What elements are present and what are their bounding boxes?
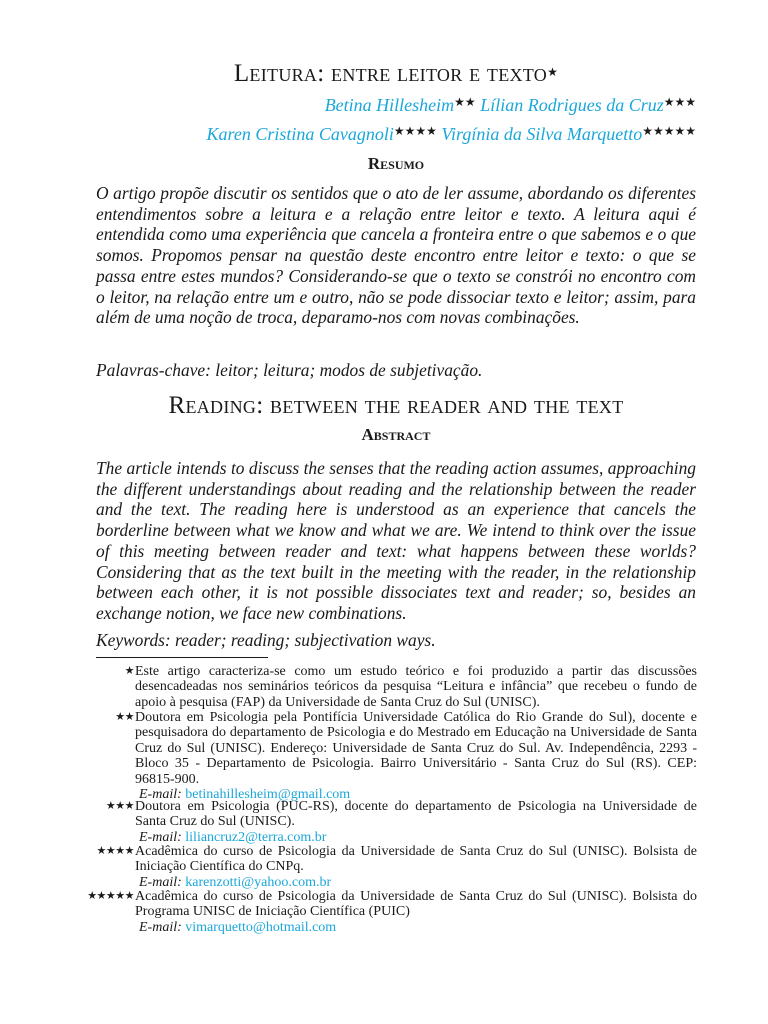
footnote-email-line: E-mail: karenzotti@yahoo.com.br	[139, 874, 332, 890]
footnote-mark: ★	[124, 665, 134, 677]
authors-line-2	[207, 124, 697, 145]
abstract-text: The article intends to discuss the senses that the reading action assumes, approaching the different understandings about reading and the relationship between the reader and the text. The reading here is understood as an experience that cancels the borderline between what we know and what we are. We intend to think over the issue of this meeting between reader and text: what happens between these worlds? Considering that as the text built in the meeting with the reader, in the relationship between each other, it is not possible dissociates text and reader; so, besides an exchange notion, we face new combinations.	[96, 458, 696, 623]
footnote-3	[0, 799, 768, 845]
title-pt-main: Leitura:	[233, 60, 325, 87]
keywords: Keywords: reader; reading; subjectivation ways.	[96, 630, 436, 650]
author-name[interactable]: Betina Hillesheim	[324, 95, 455, 115]
title-en-main: Reading:	[168, 392, 264, 419]
email-label: E-mail	[139, 829, 178, 845]
footnote-mark: ★★	[115, 711, 134, 723]
footnote-text: Acadêmica do curso de Psicologia da Universidade de Santa Cruz do Sul (UNISC). Bolsista do Programa UNISC de Iniciação Científica (PUIC)	[135, 889, 697, 920]
author-name[interactable]: Karen Cristina Cavagnoli	[206, 124, 394, 144]
author-footnote-mark: ★★★	[663, 95, 696, 109]
email-link[interactable]: liliancruz2@terra.com.br	[185, 829, 327, 845]
abstract-heading: Abstract	[361, 425, 431, 444]
author-footnote-mark: ★★★★	[393, 124, 437, 138]
resumo-heading: Resumo	[367, 154, 425, 173]
footnote-email-line: E-mail: vimarquetto@hotmail.com	[139, 919, 337, 935]
title-en	[96, 392, 696, 420]
footnote-5	[0, 889, 768, 935]
footnote-1	[0, 664, 768, 710]
footnote-text: Este artigo caracteriza-se como um estudo teórico e foi produzido a partir das discussões desencadeadas nos seminários teóricos da pesquisa “Leitura e infância” que recebeu o fundo de apoio à pesquisa (FAP) da Universidade de Santa Cruz do Sul (UNISC).	[135, 664, 697, 710]
title-footnote-mark: ★	[547, 65, 559, 79]
author-footnote-mark: ★★	[454, 95, 476, 109]
footnote-text: Acadêmica do curso de Psicologia da Universidade de Santa Cruz do Sul (UNISC). Bolsista de Iniciação Científica do CNPq.	[135, 844, 697, 875]
footnote-mark: ★★★★	[96, 845, 134, 857]
email-link[interactable]: vimarquetto@hotmail.com	[185, 919, 337, 935]
email-label: E-mail	[139, 919, 178, 935]
author-name[interactable]: Lílian Rodrigues da Cruz	[475, 95, 664, 115]
author-name[interactable]: Virgínia da Silva Marquetto	[436, 124, 643, 144]
footnote-divider	[96, 657, 268, 658]
email-label: E-mail	[139, 874, 178, 890]
email-link[interactable]: karenzotti@yahoo.com.br	[185, 874, 332, 890]
footnote-2	[0, 710, 768, 802]
email-link[interactable]: betinahillesheim@gmail.com	[185, 787, 351, 803]
resumo-text: O artigo propõe discutir os sentidos que o ato de ler assume, abordando os diferentes entendimentos sobre a leitura e a relação entre leitor e texto. A leitura aqui é entendida como uma experiência que cancela a fronteira entre o que sabemos e o que somos. Propomos pensar na questão deste encontro entre leitor e texto: o que se passa entre estes mundos? Considerando-se que o texto se constrói no encontro com o leitor, na relação entre um e outro, não se pode dissociar texto e leitor; assim, para além de uma noção de troca, deparamo-nos com novas combinações.	[96, 183, 696, 328]
title-pt-rest: entre leitor e texto	[324, 60, 548, 87]
footnote-text: Doutora em Psicologia (PUC-RS), docente do departamento de Psicologia na Universidade de Santa Cruz do Sul (UNISC).	[135, 799, 697, 830]
email-label: E-mail	[139, 787, 178, 803]
title-pt	[96, 60, 696, 88]
footnote-text: Doutora em Psicologia pela Pontifícia Universidade Católica do Rio Grande do Sul), docente e pesquisadora do departamento de Psicologia e do Mestrado em Educação na Universidade de Santa Cruz do Sul (UNISC). Endereço: Universidade de Santa Cruz do Sul. Av. Independência, 2293 - Bloco 35 - Departamento de Psicologia. Bairro Universitário - Santa Cruz do Sul (RS). CEP: 96815-900.	[135, 710, 697, 787]
footnote-mark: ★★★	[105, 800, 134, 812]
authors-line-1	[325, 95, 696, 116]
footnote-4	[0, 844, 768, 890]
palavras-chave: Palavras-chave: leitor; leitura; modos de subjetivação.	[96, 360, 483, 380]
footnote-email-line: E-mail: betinahillesheim@gmail.com	[139, 787, 351, 803]
footnote-mark: ★★★★★	[87, 890, 134, 902]
footnote-email-line: E-mail: liliancruz2@terra.com.br	[139, 829, 327, 845]
title-en-rest: between the reader and the text	[263, 392, 624, 419]
author-footnote-mark: ★★★★★	[642, 124, 696, 138]
